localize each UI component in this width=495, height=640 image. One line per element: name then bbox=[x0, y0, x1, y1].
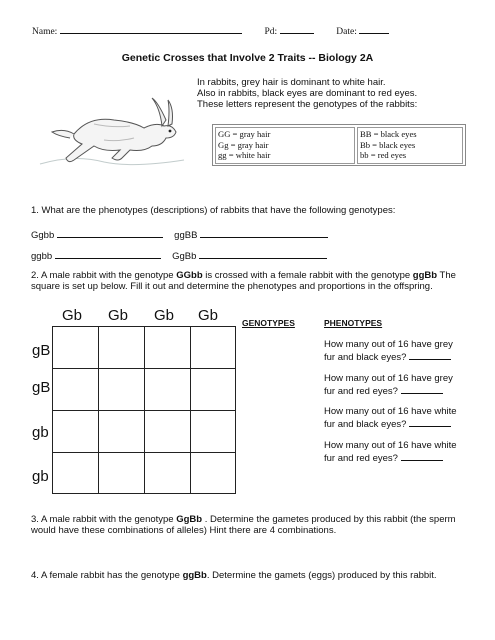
question-3-line-2: would have these combinations of alleles) Hint there are 4 combinations. bbox=[31, 525, 337, 536]
phenotypes-header: PHENOTYPES bbox=[324, 318, 383, 328]
punnett-cell[interactable] bbox=[99, 411, 144, 452]
phenotype-answer-field[interactable] bbox=[401, 384, 443, 394]
q1-answer-field[interactable] bbox=[57, 228, 163, 238]
punnett-row-header: gb bbox=[32, 424, 49, 441]
punnett-cell[interactable] bbox=[99, 327, 144, 368]
punnett-column-header: Gb bbox=[198, 307, 219, 324]
q2-text: is crossed with a female rabbit with the genotype bbox=[202, 270, 413, 281]
hair-genotype: Gg = gray hair bbox=[218, 139, 269, 150]
intro-line-1: In rabbits, grey hair is dominant to white hair. bbox=[197, 77, 386, 88]
punnett-cell[interactable] bbox=[191, 453, 236, 494]
q3-text: 3. A male rabbit with the genotype bbox=[31, 514, 177, 525]
punnett-cell[interactable] bbox=[145, 411, 190, 452]
q2-text: 2. A male rabbit with the genotype bbox=[31, 270, 177, 281]
punnett-square bbox=[52, 326, 236, 494]
q1-genotype-label: ggbb bbox=[31, 251, 53, 262]
q1-genotype-label: GgBb bbox=[172, 251, 197, 262]
punnett-cell[interactable] bbox=[99, 453, 144, 494]
eye-genotype: bb = red eyes bbox=[360, 150, 407, 160]
phenotype-question-text: How many out of 16 have grey bbox=[324, 373, 453, 384]
punnett-column-header: Gb bbox=[108, 307, 129, 324]
hair-genotype: GG = gray hair bbox=[218, 129, 271, 139]
q1-answer-field[interactable] bbox=[199, 249, 327, 259]
hair-genotype: gg = white hair bbox=[218, 150, 271, 160]
punnett-row-header: gb bbox=[32, 468, 49, 485]
genotypes-header: GENOTYPES bbox=[242, 318, 295, 328]
name-field[interactable] bbox=[60, 24, 242, 34]
q1-answer-field[interactable] bbox=[55, 249, 161, 259]
punnett-cell[interactable] bbox=[53, 327, 98, 368]
punnett-cell[interactable] bbox=[53, 411, 98, 452]
period-label: Pd: bbox=[264, 27, 278, 37]
punnett-cell[interactable] bbox=[191, 369, 236, 410]
phenotype-question-text: fur and red eyes? bbox=[324, 386, 398, 397]
punnett-cell[interactable] bbox=[53, 369, 98, 410]
phenotype-question-text: fur and black eyes? bbox=[324, 352, 407, 363]
punnett-cell[interactable] bbox=[145, 327, 190, 368]
punnett-cell[interactable] bbox=[99, 369, 144, 410]
q1-genotype-label: ggBB bbox=[174, 230, 198, 241]
punnett-cell[interactable] bbox=[145, 369, 190, 410]
worksheet-title: Genetic Crosses that Involve 2 Traits -- Biology 2A bbox=[121, 52, 374, 64]
date-label: Date: bbox=[336, 27, 357, 37]
phenotype-question-4 bbox=[324, 440, 474, 464]
q4-genotype: ggBb bbox=[182, 570, 207, 581]
q2-male-genotype: GGbb bbox=[176, 270, 203, 281]
eye-genotype: Bb = black eyes bbox=[360, 139, 416, 150]
eye-genotype: BB = black eyes bbox=[360, 129, 417, 139]
punnett-cell[interactable] bbox=[53, 453, 98, 494]
phenotype-question-2 bbox=[324, 373, 474, 397]
punnett-cell[interactable] bbox=[191, 327, 236, 368]
phenotype-answer-field[interactable] bbox=[409, 417, 451, 427]
q1-row-1 bbox=[31, 228, 328, 241]
punnett-row-header: gB bbox=[32, 379, 51, 396]
eye-genotypes-cell bbox=[357, 127, 463, 164]
name-label: Name: bbox=[32, 27, 58, 37]
hair-genotypes-cell bbox=[215, 127, 355, 164]
phenotype-question-3 bbox=[324, 406, 474, 430]
phenotype-question-text: How many out of 16 have white bbox=[324, 440, 457, 451]
question-3-line-1 bbox=[31, 514, 456, 525]
intro-line-2: Also in rabbits, black eyes are dominant to red eyes. bbox=[197, 88, 418, 99]
phenotype-answer-field[interactable] bbox=[409, 350, 451, 360]
genotype-key-table bbox=[212, 124, 466, 166]
q4-text: . Determine the gamets (eggs) produced by this rabbit. bbox=[206, 570, 437, 581]
phenotype-question-text: fur and black eyes? bbox=[324, 419, 407, 430]
punnett-column-header: Gb bbox=[62, 307, 83, 324]
q4-text: 4. A female rabbit has the genotype bbox=[31, 570, 183, 581]
question-4 bbox=[31, 570, 437, 581]
q1-row-2 bbox=[31, 249, 327, 262]
phenotype-answer-field[interactable] bbox=[401, 451, 443, 461]
punnett-row-header: gB bbox=[32, 342, 51, 359]
q2-text: The bbox=[437, 270, 456, 281]
q3-genotype: GgBb bbox=[176, 514, 203, 525]
phenotype-question-text: How many out of 16 have white bbox=[324, 406, 457, 417]
phenotype-question-text: fur and red eyes? bbox=[324, 453, 398, 464]
phenotype-question-text: How many out of 16 have grey bbox=[324, 339, 453, 350]
phenotype-question-1 bbox=[324, 339, 474, 363]
question-2-line-2: square is set up below. Fill it out and determine the phenotypes and proportions in the offspring. bbox=[31, 281, 433, 292]
header-line bbox=[32, 24, 472, 37]
question-1: 1. What are the phenotypes (descriptions) of rabbits that have the following genotypes: bbox=[31, 205, 396, 216]
q2-female-genotype: ggBb bbox=[412, 270, 438, 281]
question-2-line-1 bbox=[31, 270, 471, 281]
q3-text: . Determine the gametes produced by this rabbit (the sperm bbox=[202, 514, 456, 525]
punnett-cell[interactable] bbox=[145, 453, 190, 494]
q1-genotype-label: Ggbb bbox=[31, 230, 55, 241]
date-field[interactable] bbox=[359, 24, 389, 34]
punnett-column-header: Gb bbox=[154, 307, 175, 324]
period-field[interactable] bbox=[280, 24, 314, 34]
rabbit-illustration bbox=[34, 94, 189, 174]
punnett-cell[interactable] bbox=[191, 411, 236, 452]
intro-line-3: These letters represent the genotypes of the rabbits: bbox=[197, 99, 418, 110]
q1-answer-field[interactable] bbox=[200, 228, 328, 238]
